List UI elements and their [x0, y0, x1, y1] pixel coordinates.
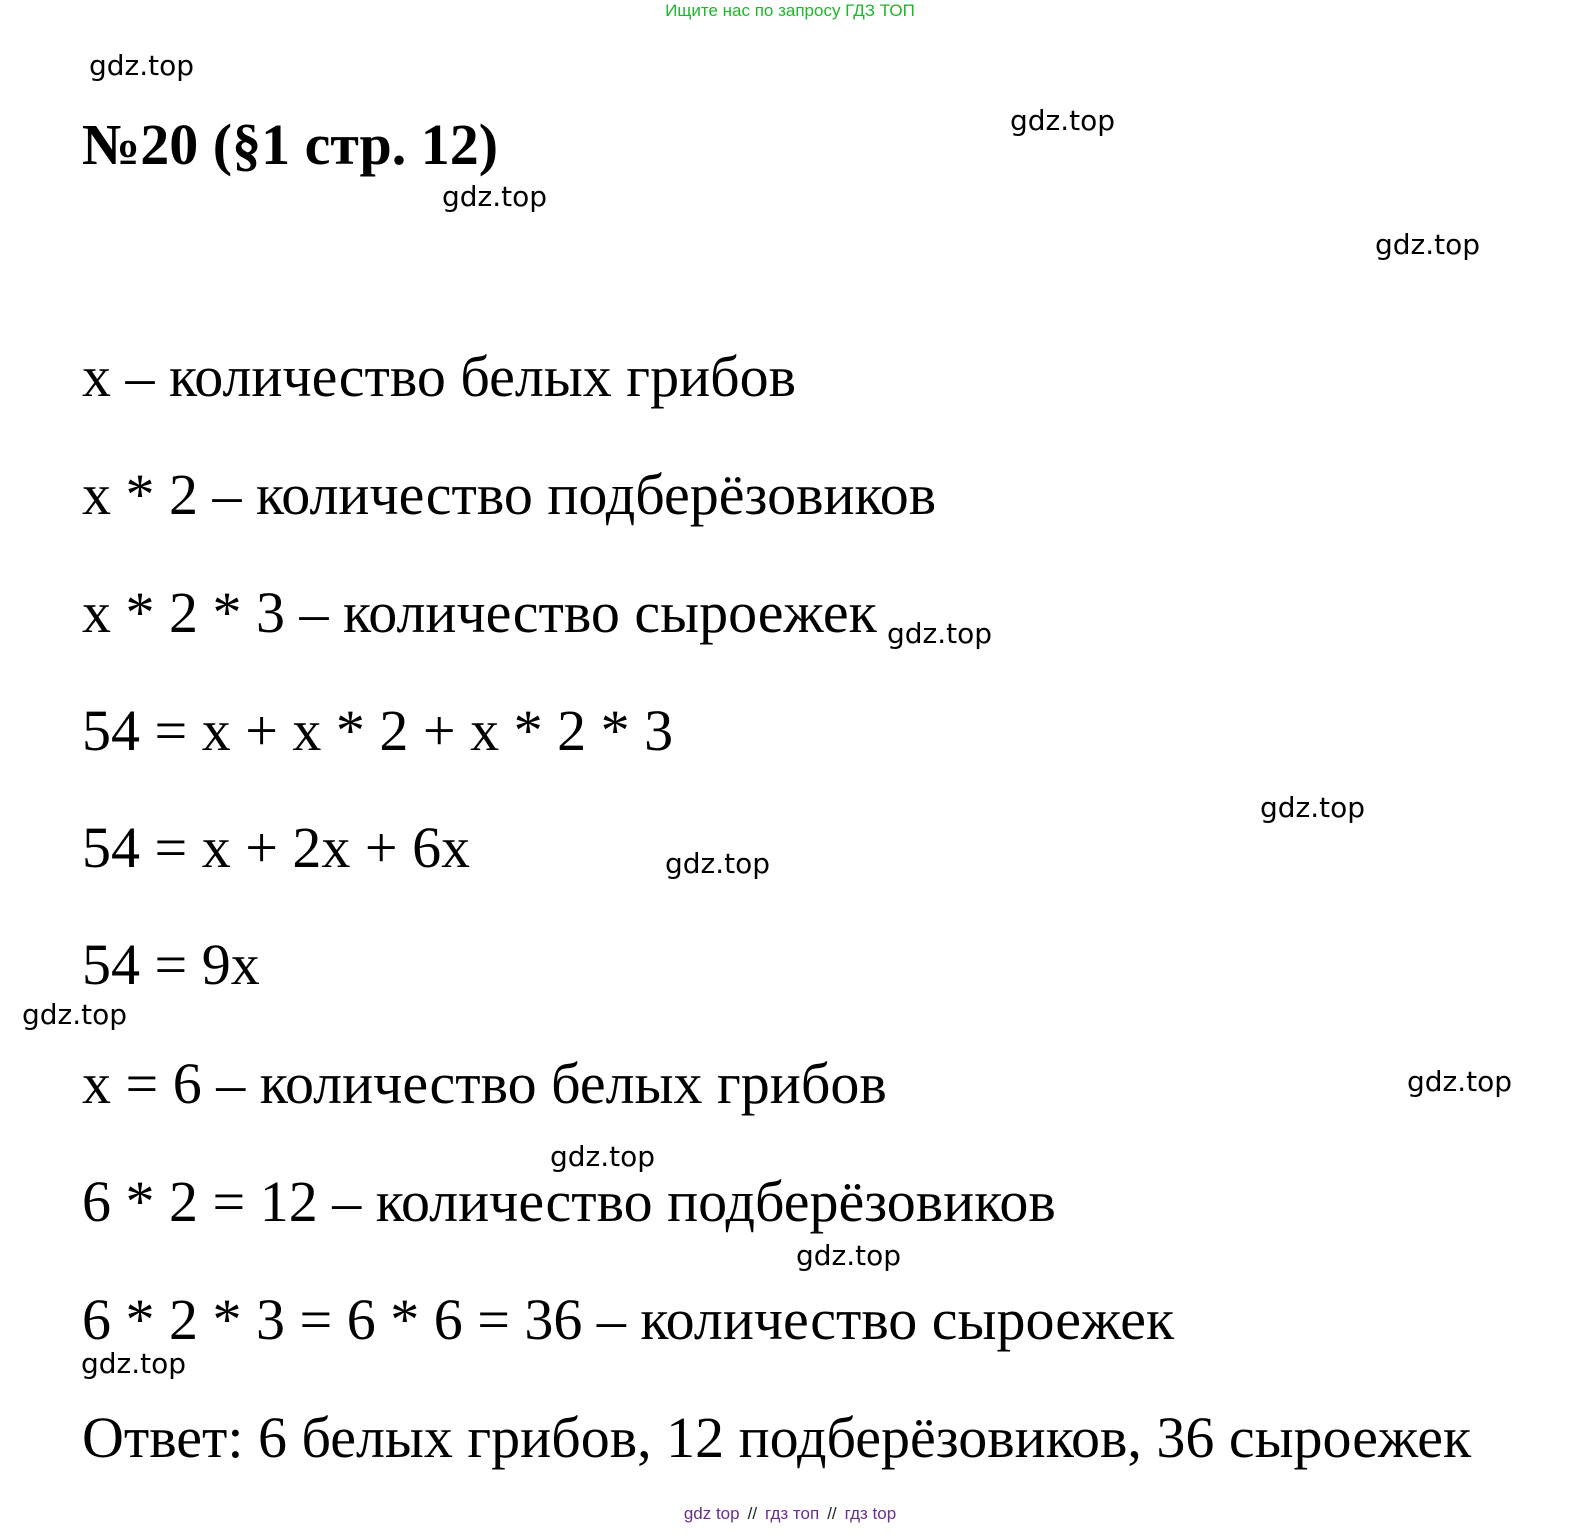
footer-link-gdz-top-ru[interactable]: гдз топ — [765, 1504, 820, 1523]
equation-line: 54 = x + x * 2 + x * 2 * 3 — [82, 698, 674, 763]
answer-line: Ответ: 6 белых грибов, 12 подберёзовиков, 36 сыроежек — [82, 1405, 1472, 1470]
footer-link-gdz-top-mixed[interactable]: гдз top — [844, 1504, 897, 1523]
page-title: №20 (§1 стр. 12) — [82, 112, 499, 177]
watermark: gdz.top — [887, 617, 993, 650]
watermark: gdz.top — [1260, 791, 1366, 824]
equation-line: 54 = 9x — [82, 932, 260, 997]
footer-links — [0, 1503, 1580, 1525]
solution-line: 6 * 2 = 12 – количество подберёзовиков — [82, 1169, 1056, 1234]
watermark: gdz.top — [442, 180, 548, 213]
watermark: gdz.top — [89, 49, 195, 82]
solution-line: x * 2 – количество подберёзовиков — [82, 462, 937, 527]
top-banner: Ищите нас по запросу ГДЗ ТОП — [665, 1, 915, 20]
footer-link-gdz-top[interactable]: gdz top — [683, 1504, 740, 1523]
watermark: gdz.top — [81, 1347, 187, 1380]
solution-line: x * 2 * 3 – количество сыроежек — [82, 580, 877, 645]
watermark: gdz.top — [796, 1239, 902, 1272]
watermark: gdz.top — [1407, 1065, 1513, 1098]
footer-separator: // — [827, 1504, 837, 1523]
solution-line: 6 * 2 * 3 = 6 * 6 = 36 – количество сыроежек — [82, 1287, 1175, 1352]
watermark: gdz.top — [1375, 228, 1481, 261]
footer-separator: // — [747, 1504, 758, 1523]
solution-line: x – количество белых грибов — [82, 344, 797, 409]
solution-line: x = 6 – количество белых грибов — [82, 1051, 887, 1116]
watermark: gdz.top — [22, 998, 128, 1031]
watermark: gdz.top — [1010, 104, 1116, 137]
equation-line: 54 = x + 2x + 6x — [82, 815, 471, 880]
watermark: gdz.top — [665, 847, 771, 880]
watermark: gdz.top — [550, 1140, 656, 1173]
